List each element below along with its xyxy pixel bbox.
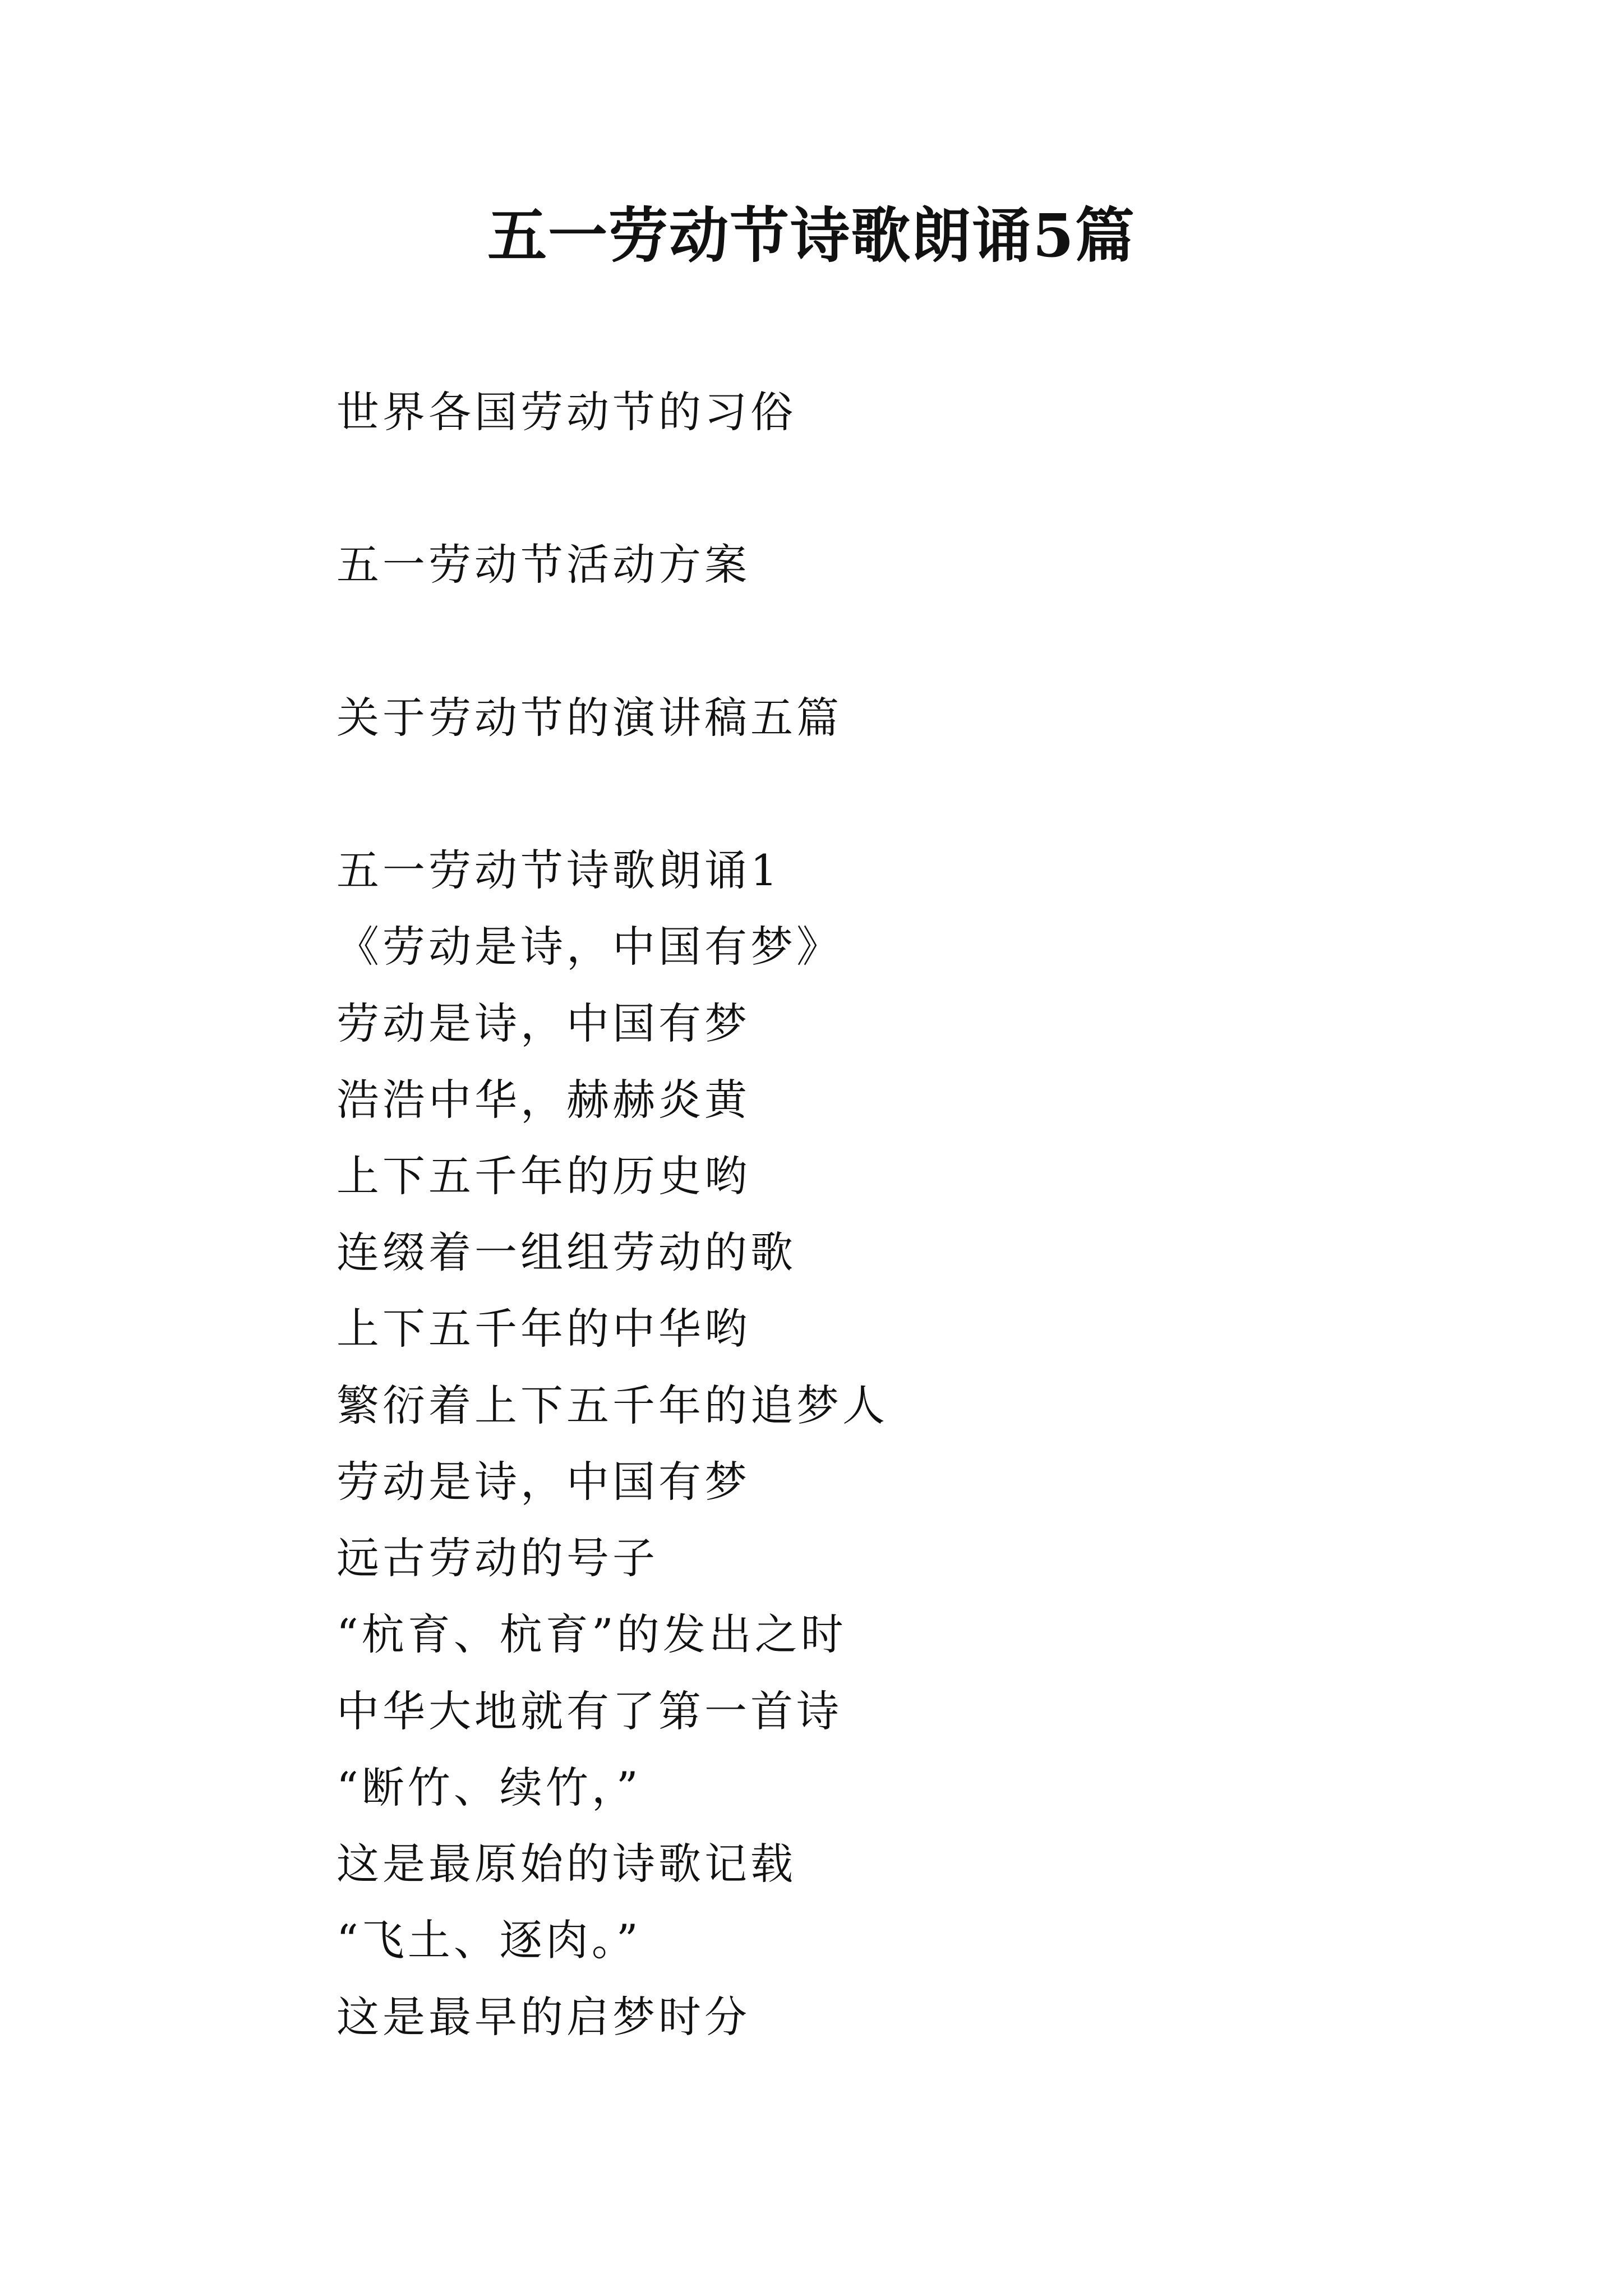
poem-line: “断竹、续竹，” bbox=[336, 1763, 642, 1812]
poem-title: 《劳动是诗，中国有梦》 bbox=[336, 922, 842, 972]
poem-line: 连缀着一组组劳动的歌 bbox=[336, 1227, 796, 1277]
poem-line: 中华大地就有了第一首诗 bbox=[336, 1686, 842, 1736]
related-article-link[interactable]: 五一劳动节活动方案 bbox=[336, 540, 750, 590]
related-article-link[interactable]: 世界各国劳动节的习俗 bbox=[336, 387, 796, 437]
poem-line: 劳动是诗，中国有梦 bbox=[336, 1457, 750, 1507]
poem-line: 这是最原始的诗歌记载 bbox=[336, 1839, 796, 1889]
poem-line: 繁衍着上下五千年的追梦人 bbox=[336, 1381, 888, 1430]
related-article-link[interactable]: 关于劳动节的演讲稿五篇 bbox=[336, 693, 842, 743]
poem-line: 上下五千年的历史哟 bbox=[336, 1151, 750, 1201]
poem-line: 这是最早的启梦时分 bbox=[336, 1992, 750, 2042]
poem-line: 劳动是诗，中国有梦 bbox=[336, 999, 750, 1048]
document-title: 五一劳动节诗歌朗诵5篇 bbox=[487, 200, 1136, 270]
poem-line: “杭育、杭育”的发出之时 bbox=[336, 1609, 847, 1659]
poem-line: 远古劳动的号子 bbox=[336, 1533, 658, 1583]
poem-line: “飞土、逐肉。” bbox=[336, 1915, 642, 1965]
section-heading: 五一劳动节诗歌朗诵1 bbox=[336, 845, 781, 895]
poem-line: 浩浩中华，赫赫炎黄 bbox=[336, 1075, 750, 1125]
poem-line: 上下五千年的中华哟 bbox=[336, 1304, 750, 1354]
